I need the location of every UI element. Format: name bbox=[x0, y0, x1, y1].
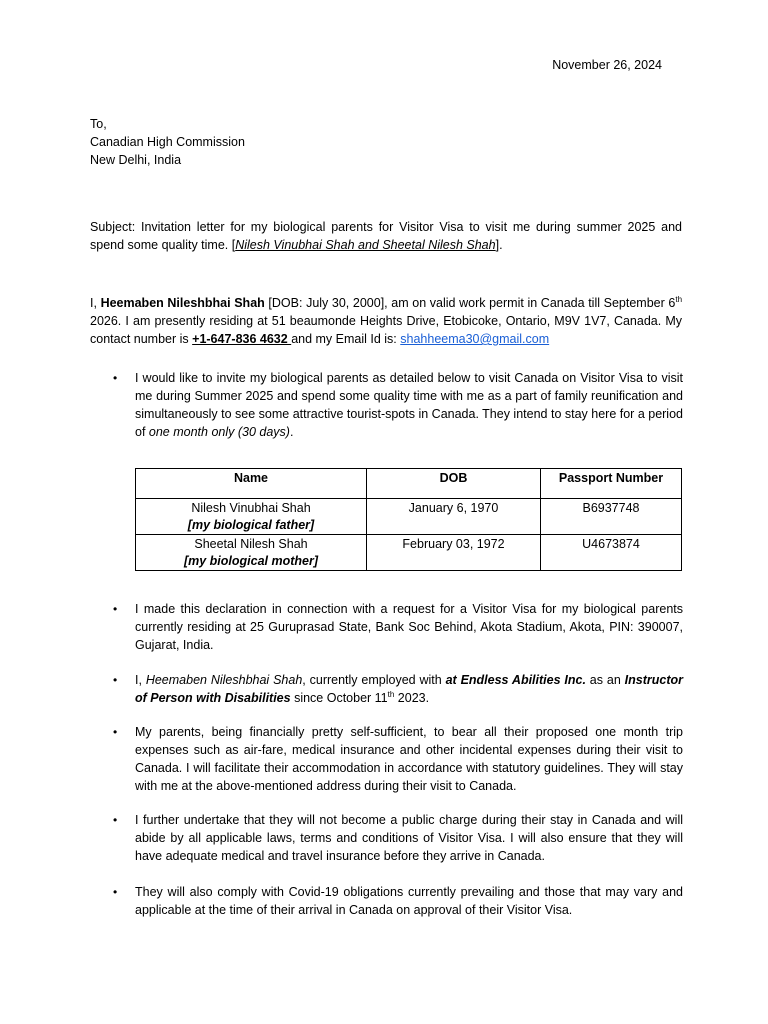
intro-text-3: 2026. I am presently residing at 51 beaumonde Heights Drive, Etobicoke, Ontario, M9V 1V7, Canada. My contact number is bbox=[90, 314, 682, 346]
employment-text-3: as an bbox=[585, 673, 625, 687]
salutation: To, bbox=[90, 117, 107, 131]
cell-passport: U4673874 bbox=[541, 535, 682, 571]
bullet-dot: • bbox=[113, 885, 118, 899]
table-header-row bbox=[136, 469, 682, 499]
subject-text: Subject: Invitation letter for my biological parents for Visitor Visa to visit me during summer 2025 and spend some quality time. [ bbox=[90, 220, 682, 252]
intro-text-4: and my Email Id is: bbox=[291, 332, 401, 346]
intro-superscript: th bbox=[675, 294, 683, 304]
header-passport: Passport Number bbox=[541, 469, 682, 499]
parent-name: Sheetal Nilesh Shah bbox=[194, 537, 308, 551]
bullet-dot: • bbox=[113, 813, 118, 827]
bullet-dot: • bbox=[113, 673, 118, 687]
header-name: Name bbox=[136, 469, 367, 499]
recipient-address bbox=[90, 115, 245, 169]
bullet-dot: • bbox=[113, 725, 118, 739]
bullet-text: They will also comply with Covid-19 obligations currently prevailing and those that may vary and applicable at the time of their arrival in Canada on approval of their Visitor Visa. bbox=[135, 885, 683, 917]
employment-text-5: 2023. bbox=[394, 691, 430, 705]
employment-text-2: , currently employed with bbox=[302, 673, 446, 687]
bullet-covid bbox=[113, 883, 683, 919]
cell-passport: B6937748 bbox=[541, 499, 682, 535]
bullet-dot: • bbox=[113, 371, 118, 385]
job-role: Instructor of Person with Disabilities bbox=[135, 673, 683, 705]
cell-name bbox=[136, 535, 367, 571]
intro-text-2: [DOB: July 30, 2000], am on valid work permit in Canada till September 6 bbox=[264, 296, 676, 310]
cell-dob: January 6, 1970 bbox=[367, 499, 541, 535]
employer-name: at Endless Abilities Inc. bbox=[445, 673, 586, 687]
recipient-line-2: New Delhi, India bbox=[90, 153, 182, 167]
parents-table bbox=[135, 468, 682, 571]
parent-relation: [my biological father] bbox=[187, 518, 315, 532]
bullet-declaration bbox=[113, 600, 683, 654]
bullet-undertaking bbox=[113, 811, 683, 865]
employment-superscript: th bbox=[387, 689, 395, 699]
employee-name: Heemaben Nileshbhai Shah bbox=[145, 673, 303, 687]
bullet-text bbox=[135, 671, 683, 707]
bullet-text: My parents, being financially pretty self-sufficient, to bear all their proposed one month trip expenses such as air-fare, medical insurance and other incidental expenses during their visit to Canada. I will facilitate their accommodation in accordance with statutory guidelines. They will stay with me at the above-mentioned address during their visit to Canada. bbox=[135, 725, 683, 793]
invitation-end: . bbox=[289, 425, 294, 439]
bullet-finances bbox=[113, 723, 683, 795]
parent-relation: [my biological mother] bbox=[183, 554, 319, 568]
contact-phone: +1-647-836 4632 bbox=[192, 332, 292, 346]
cell-dob: February 03, 1972 bbox=[367, 535, 541, 571]
bullet-dot: • bbox=[113, 602, 118, 616]
intro-text-1: I, bbox=[90, 296, 101, 310]
bullet-text: I further undertake that they will not become a public charge during their stay in Canada and will abide by all applicable laws, terms and conditions of Visitor Visa. I will also ensure that they will have adequate medical and travel insurance before they arrive in Canada. bbox=[135, 813, 683, 863]
employment-text-4: since October 11 bbox=[290, 691, 388, 705]
cell-name bbox=[136, 499, 367, 535]
header-dob: DOB bbox=[367, 469, 541, 499]
subject-close: ]. bbox=[495, 238, 503, 252]
bullet-text bbox=[135, 369, 683, 441]
letter-date: November 26, 2024 bbox=[552, 58, 662, 72]
employment-text-1: I, bbox=[135, 673, 146, 687]
table-row bbox=[136, 535, 682, 571]
recipient-line-1: Canadian High Commission bbox=[90, 135, 245, 149]
email-link[interactable]: shahheema30@gmail.com bbox=[400, 332, 550, 346]
bullet-employment bbox=[113, 671, 683, 707]
intro-paragraph bbox=[90, 294, 682, 348]
applicant-name: Heemaben Nileshbhai Shah bbox=[100, 296, 265, 310]
bullet-text: I made this declaration in connection with a request for a Visitor Visa for my biological parents currently residing at 25 Guruprasad State, Bank Soc Behind, Akota Stadium, Akota, PIN: 390007, Gujarat, India. bbox=[135, 602, 683, 652]
stay-duration: one month only (30 days) bbox=[148, 425, 290, 439]
invitation-text: I would like to invite my biological parents as detailed below to visit Canada on Visitor Visa to visit me during Summer 2025 and spend some quality time with me as a part of family reunification and simultaneously to see some attractive tourist-spots in Canada. They intend to stay here for a period of bbox=[135, 371, 683, 439]
subject-names: Nilesh Vinubhai Shah and Sheetal Nilesh Shah bbox=[235, 238, 496, 252]
subject-line bbox=[90, 218, 682, 254]
bullet-invitation bbox=[113, 369, 683, 441]
parent-name: Nilesh Vinubhai Shah bbox=[191, 501, 311, 515]
table-row bbox=[136, 499, 682, 535]
